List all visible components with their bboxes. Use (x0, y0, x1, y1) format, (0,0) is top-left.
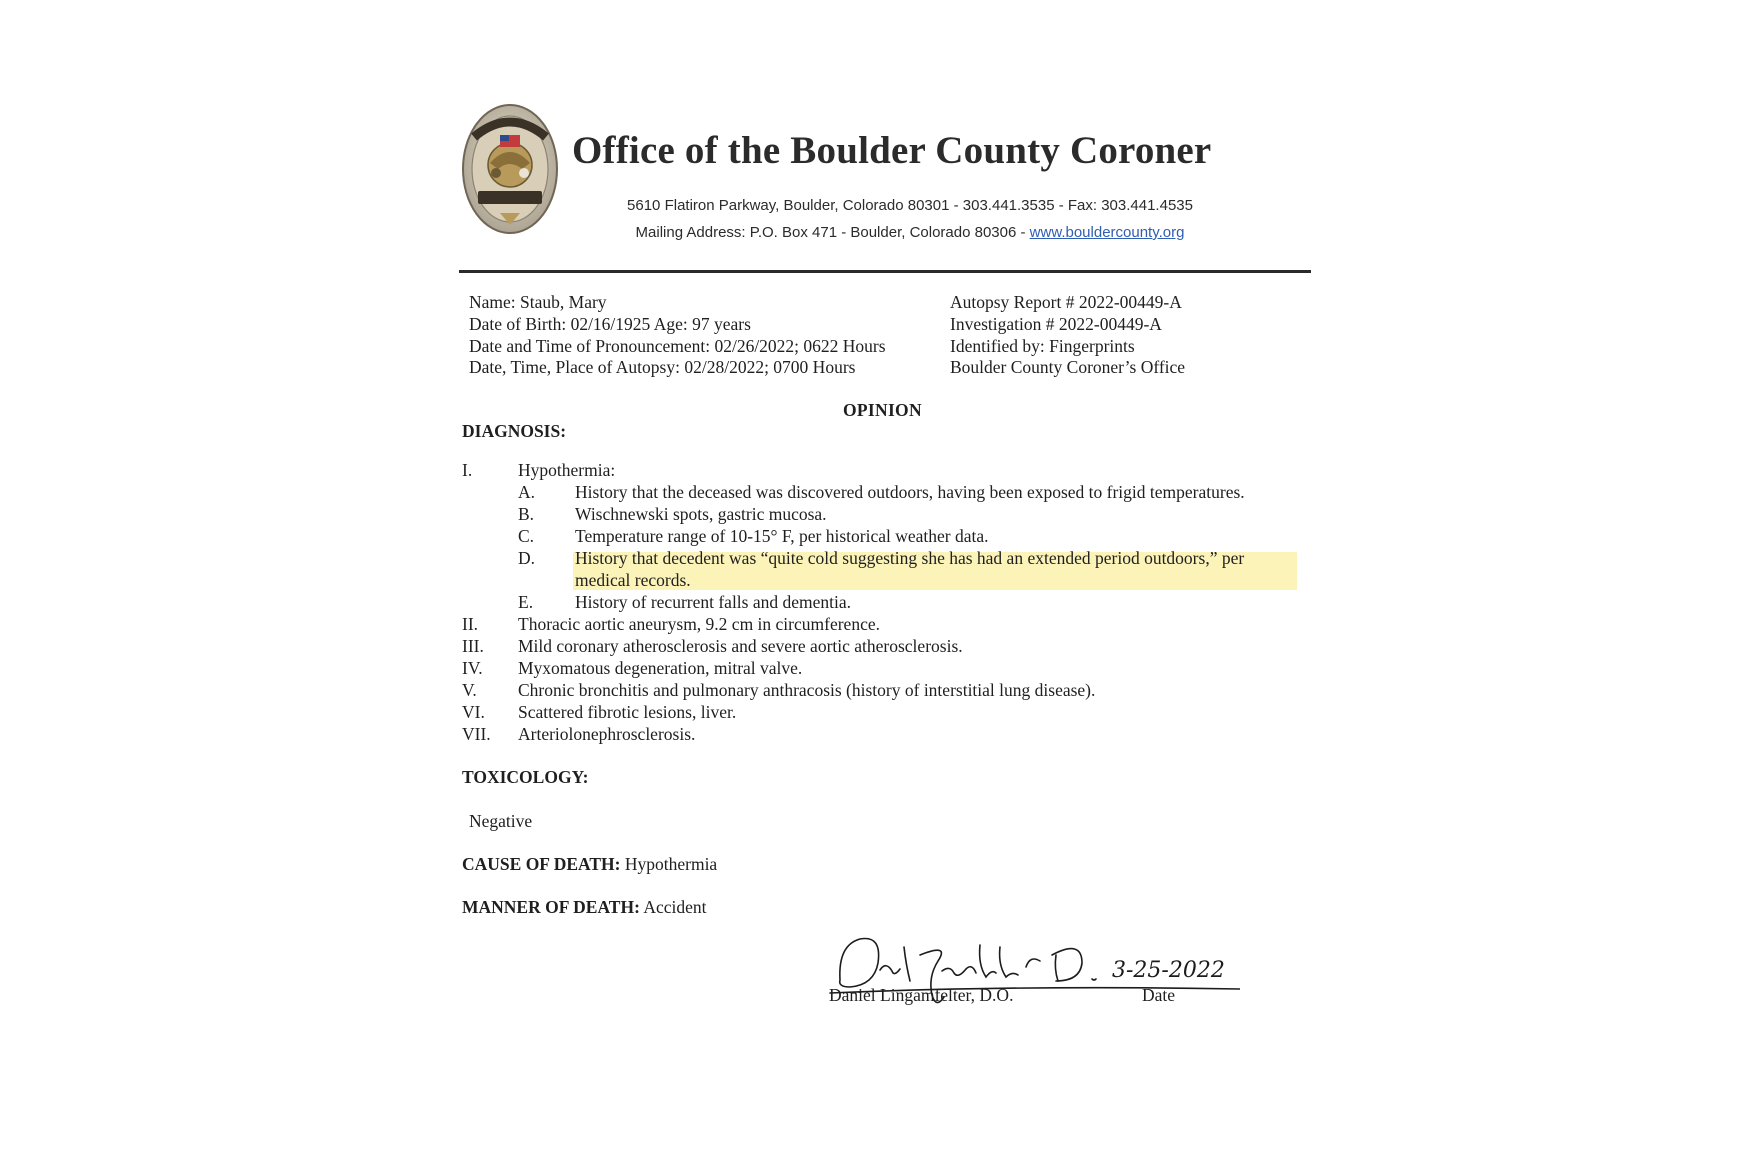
manner-of-death-value: Accident (643, 897, 707, 917)
cause-of-death-label: CAUSE OF DEATH: (462, 854, 621, 874)
manner-of-death (462, 897, 707, 918)
toxicology-result: Negative (469, 811, 533, 831)
item-text: Scattered fibrotic lesions, liver. (518, 702, 737, 722)
opinion-heading: OPINION (843, 400, 922, 420)
pronouncement-time: Date and Time of Pronouncement: 02/26/2022; 0622 Hours (469, 335, 886, 356)
item-text: Mild coronary atherosclerosis and severe aortic atherosclerosis. (518, 636, 963, 656)
autopsy-place: Boulder County Coroner’s Office (950, 357, 1186, 378)
decedent-name: Name: Staub, Mary (469, 292, 607, 312)
item-text: Arteriolonephrosclerosis. (518, 724, 696, 744)
item-letter: B. (518, 504, 535, 524)
item-letter: D. (518, 548, 536, 568)
item-number: V. (462, 680, 477, 700)
identified-by: Identified by: Fingerprints (950, 335, 1135, 356)
office-title: Office of the Boulder County Coroner (572, 129, 1212, 172)
item-letter: A. (518, 482, 536, 502)
signer-name: Daniel Lingamfelter, D.O. (829, 985, 1014, 1005)
item-text: Wischnewski spots, gastric mucosa. (575, 504, 827, 524)
diagnosis-heading: DIAGNOSIS: (462, 421, 567, 441)
item-text: History that the deceased was discovered outdoors, having been exposed to frigid temperatures. (575, 482, 1245, 502)
item-text: Myxomatous degeneration, mitral valve. (518, 658, 803, 678)
autopsy-report-number: Autopsy Report # 2022-00449-A (950, 292, 1182, 312)
item-number: II. (462, 614, 479, 634)
item-text: Temperature range of 10-15° F, per historical weather data. (575, 526, 989, 546)
mailing-address-text: Mailing Address: P.O. Box 471 - Boulder, Colorado 80306 - (635, 224, 1030, 241)
item-text: History of recurrent falls and dementia. (575, 592, 852, 612)
mailing-address (560, 224, 1260, 241)
autopsy-time: Date, Time, Place of Autopsy: 02/28/2022; 0700 Hours (469, 357, 856, 378)
item-number: I. (462, 460, 473, 480)
cause-of-death-value: Hypothermia (624, 854, 718, 874)
decedent-dob-age: Date of Birth: 02/16/1925 Age: 97 years (469, 313, 751, 334)
item-number: VII. (462, 724, 491, 744)
signature-date-label: Date (1142, 985, 1176, 1005)
item-number: VI. (462, 702, 485, 722)
decedent-info (469, 292, 886, 379)
manner-of-death-label: MANNER OF DEATH: (462, 897, 640, 917)
item-text: Hypothermia: (518, 460, 616, 480)
item-text: History that decedent was “quite cold suggesting she has had an extended period outdoors,” per (575, 548, 1245, 568)
item-text: Chronic bronchitis and pulmonary anthracosis (history of interstitial lung disease). (518, 680, 1096, 700)
signature-date: 3-25-2022 (1112, 958, 1225, 983)
item-letter: E. (518, 592, 534, 612)
item-text-continued: medical records. (575, 570, 691, 590)
investigation-number: Investigation # 2022-00449-A (950, 313, 1162, 334)
case-info (950, 292, 1185, 379)
office-address: 5610 Flatiron Parkway, Boulder, Colorado 80301 - 303.441.3535 - Fax: 303.441.4535 (627, 197, 1193, 214)
website-link[interactable]: www.bouldercounty.org (1029, 224, 1185, 241)
header-divider (459, 270, 1311, 273)
toxicology-heading: TOXICOLOGY: (462, 767, 589, 787)
coroner-badge-icon (460, 103, 560, 240)
cause-of-death (462, 854, 717, 875)
item-number: IV. (462, 658, 483, 678)
item-letter: C. (518, 526, 535, 546)
item-number: III. (462, 636, 484, 656)
item-text: Thoracic aortic aneurysm, 9.2 cm in circumference. (518, 614, 880, 634)
